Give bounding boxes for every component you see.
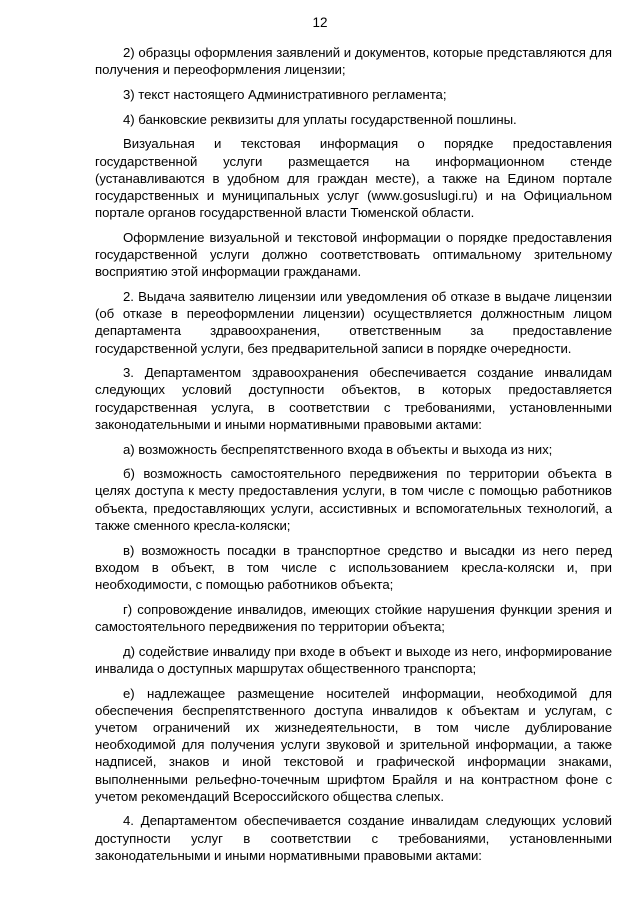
- list-item-d: д) содействие инвалиду при входе в объект и выходе из него, информирование инвалида о доступных маршрутах общественного транспорта;: [95, 643, 612, 676]
- list-item-e: е) надлежащее размещение носителей информации, необходимой для обеспечения беспрепятственного доступа инвалидов к объектам и услугам, с учетом ограничений их жизнедеятельности, в том числе дублирование необходимой для получения услуги звуковой и зрительной информации, а также надписей, знаков и иной текстовой и графической информации знаками, выполненными рельефно-точечным шрифтом Брайля и на контрастном фоне с учетом рекомендаций Всероссийского общества слепых.: [95, 685, 612, 804]
- paragraph-license-issue: 2. Выдача заявителю лицензии или уведомления об отказе в выдаче лицензии (об отказе в переоформлении лицензии) осуществляется должностным лицом департамента здравоохранения, ответственным за предоставление государственной услуги, без предварительной записи в порядке очередности.: [95, 288, 612, 356]
- paragraph-info-design: Оформление визуальной и текстовой информации о порядке предоставления государственной услуги должно соответствовать оптимальному зрительному восприятию этой информации гражданами.: [95, 229, 612, 280]
- page-number: 12: [312, 15, 328, 30]
- paragraph-samples: 2) образцы оформления заявлений и документов, которые представляются для получения и переоформления лицензии;: [95, 45, 612, 78]
- paragraph-bank-details: 4) банковские реквизиты для уплаты государственной пошлины.: [123, 111, 517, 127]
- paragraph-accessibility-services: 4. Департаментом обеспечивается создание инвалидам следующих условий доступности услуг в соответствии с требованиями, установленными законодательными и иными нормативными правовыми актами:: [95, 813, 612, 863]
- list-item-v: в) возможность посадки в транспортное средство и высадки из него перед входом в объект, в том числе с использованием кресла-коляски и, при необходимости, с помощью работников объекта;: [95, 542, 612, 592]
- list-item-g: г) сопровождение инвалидов, имеющих стойкие нарушения функции зрения и самостоятельного передвижения по территории объекта;: [95, 601, 612, 634]
- paragraph-accessibility-objects: 3. Департаментом здравоохранения обеспечивается создание инвалидам следующих условий доступности объектов, в которых предоставляется государственная услуга, в соответствии с требованиями, установленными законодательными и иными нормативными правовыми актами:: [95, 365, 612, 432]
- paragraph-regulation-text: 3) текст настоящего Административного регламента;: [123, 86, 447, 102]
- document-body: [95, 44, 612, 872]
- paragraph-visual-info: Визуальная и текстовая информация о порядке предоставления государственной услуги размещается на информационном стенде (устанавливаются в удобном для граждан месте), а также на Едином портале государственных и муниципальных услуг (www.gosuslugi.ru) и на Официальном портале органов государственной власти Тюменской области.: [95, 136, 612, 221]
- list-item-a: а) возможность беспрепятственного входа в объекты и выхода из них;: [123, 441, 553, 457]
- list-item-b: б) возможность самостоятельного передвижения по территории объекта в целях доступа к месту предоставления услуги, в том числе с помощью работников объекта, предоставляющих услуги, ассистивных и вспомогательных технологий, а также сменного кресла-коляски;: [95, 466, 612, 533]
